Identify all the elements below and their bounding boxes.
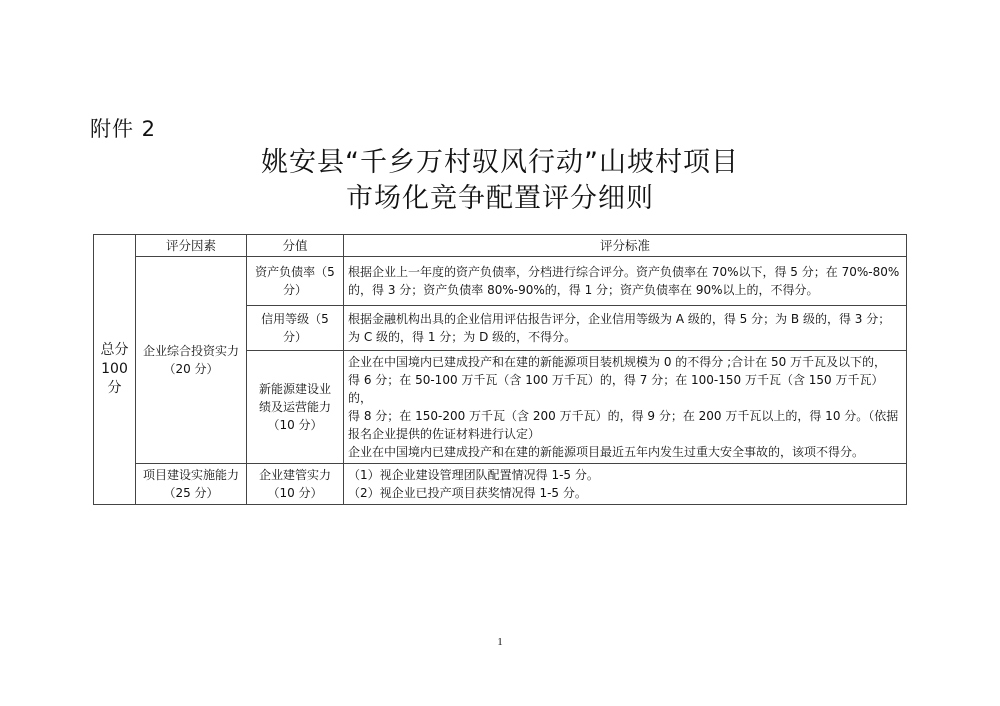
factor-name: 企业综合投资实力 <box>142 344 239 358</box>
score-item-name: 企业建管实力 <box>258 468 331 482</box>
document-title-line-2: 市场化竞争配置评分细则 <box>346 183 654 214</box>
criteria-text: 的，得 3 分；资产负债率 80%-90%的，得 1 分；资产负债率在 90%以上的，不得分。 <box>348 283 819 297</box>
criteria-cell <box>344 306 907 351</box>
score-item-name: 新能源建设业 <box>258 382 331 396</box>
score-item-points: 分） <box>282 283 307 297</box>
header-score: 分值 <box>247 235 344 257</box>
score-item-name: 信用等级（5 <box>261 312 329 326</box>
document-title-line-1: 姚安县“千乡万村驭风行动”山坡村项目 <box>261 147 739 178</box>
attachment-label: 附件 2 <box>90 117 157 141</box>
header-factor: 评分因素 <box>136 235 247 257</box>
criteria-text: 为 C 级的，得 1 分；为 D 级的，不得分。 <box>348 330 577 344</box>
criteria-text: 根据金融机构出具的企业信用评估报告评分，企业信用等级为 A 级的，得 5 分；为 B 级的，得 3 分； <box>348 312 891 326</box>
criteria-text: 企业在中国境内已建成投产和在建的新能源项目最近五年内发生过重大安全事故的，该项不得分。 <box>348 445 865 459</box>
factor-points: （25 分） <box>163 486 219 500</box>
total-score-unit: 分 <box>107 380 122 396</box>
page-number: 1 <box>497 636 503 648</box>
score-cell <box>247 464 344 505</box>
score-item-name-continued: 绩及运营能力 <box>258 400 331 414</box>
criteria-cell <box>344 257 907 306</box>
factor-cell-construction <box>136 464 247 505</box>
factor-cell-investment <box>136 257 247 464</box>
factor-name: 项目建设实施能力 <box>142 468 239 482</box>
table-header-row <box>94 235 907 257</box>
criteria-cell <box>344 351 907 464</box>
criteria-text: 企业在中国境内已建成投产和在建的新能源项目装机规模为 0 的不得分 ;合计在 50 万千瓦及以下的， <box>348 355 887 369</box>
factor-points: （20 分） <box>163 362 219 376</box>
total-score-label: 总分 <box>100 342 129 358</box>
scoring-table <box>93 234 907 505</box>
table-row <box>94 464 907 505</box>
score-cell <box>247 257 344 306</box>
total-score-value: 100 <box>101 361 128 377</box>
criteria-cell <box>344 464 907 505</box>
table-row <box>94 257 907 306</box>
score-item-name: 资产负债率（5 <box>255 265 335 279</box>
total-score-cell <box>94 235 136 505</box>
criteria-text: 得 6 分；在 50-100 万千瓦（含 100 万千瓦）的，得 7 分；在 100-150 万千瓦（含 150 万千瓦）的， <box>348 373 884 405</box>
score-item-points: 分） <box>282 330 307 344</box>
score-cell <box>247 351 344 464</box>
criteria-text: 得 8 分；在 150-200 万千瓦（含 200 万千瓦）的，得 9 分；在 200 万千瓦以上的，得 10 分。（依据 <box>348 409 899 423</box>
header-criteria: 评分标准 <box>344 235 907 257</box>
criteria-text: 报名企业提供的佐证材料进行认定） <box>348 427 541 441</box>
score-item-points: （10 分） <box>267 486 323 500</box>
score-cell <box>247 306 344 351</box>
criteria-text: 根据企业上一年度的资产负债率，分档进行综合评分。资产负债率在 70%以下，得 5 分；在 70%-80% <box>348 265 900 279</box>
criteria-text: （1）视企业建设管理团队配置情况得 1-5 分。 <box>348 468 599 482</box>
criteria-text: （2）视企业已投产项目获奖情况得 1-5 分。 <box>348 486 587 500</box>
score-item-points: （10 分） <box>267 418 323 432</box>
